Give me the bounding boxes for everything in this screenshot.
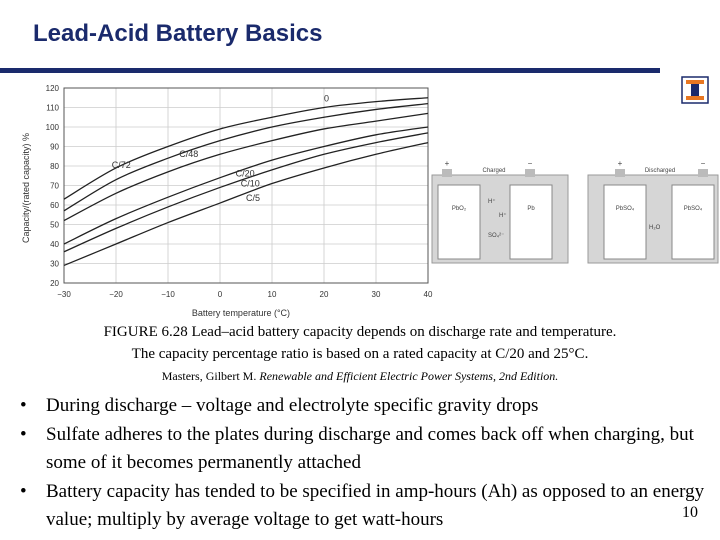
series-label: C/5 (246, 193, 261, 204)
title-divider (0, 68, 660, 73)
y-tick-label: 60 (50, 201, 59, 210)
y-tick-label: 120 (45, 84, 59, 93)
charged-ion-2: H⁺ (499, 213, 507, 219)
y-tick-label: 30 (50, 259, 59, 269)
x-tick-label: 40 (423, 290, 433, 299)
discharged-right-plate: PbSO₄ (683, 206, 703, 212)
bullet-icon: • (20, 395, 27, 416)
charged-right-plate: Pb (527, 206, 535, 212)
bullet-text: During discharge – voltage and electrolyte specific gravity drops (46, 395, 539, 416)
capacity-chart (16, 78, 436, 320)
page-number: 10 (682, 504, 698, 521)
series-label: C/10 (240, 178, 260, 189)
y-tick-label: 50 (50, 220, 59, 230)
discharged-cell (588, 159, 718, 263)
y-tick-label: 100 (45, 123, 59, 132)
charged-title: Charged (482, 168, 506, 174)
x-tick-label: −30 (57, 290, 71, 299)
charged-left-plate: PbO₂ (451, 206, 467, 212)
y-tick-label: 90 (50, 142, 59, 152)
x-tick-label: 20 (319, 290, 329, 299)
battery-charge-diagram (430, 155, 720, 265)
bullet-icon: • (20, 480, 27, 502)
discharged-ion-1: H₂O (649, 225, 661, 231)
discharged-minus: − (700, 159, 706, 168)
chart-tick-labels (46, 84, 433, 299)
citation-title: Renewable and Efficient Electric Power Systems, 2nd Edition. (259, 369, 559, 383)
bullet-text: Sulfate adheres to the plates during discharge and comes back off when charging, but some of it becomes permanently attached (46, 423, 694, 473)
bullet-item (20, 478, 710, 535)
bullet-text: Battery capacity has tended to be specified in amp-hours (Ah) as opposed to an energy value; multiply by average voltage to get watt-hours (46, 480, 705, 530)
x-tick-label: −20 (109, 290, 123, 299)
charged-minus: − (527, 159, 533, 168)
discharged-plus: + (617, 159, 623, 168)
series-label: 0 (324, 93, 330, 104)
y-tick-label: 110 (46, 103, 59, 113)
series-label: C/48 (179, 149, 199, 160)
x-tick-label: 10 (267, 290, 277, 299)
y-tick-label: 20 (50, 279, 59, 288)
y-tick-label: 80 (50, 162, 59, 171)
bullet-icon: • (20, 423, 27, 445)
slide-title: Lead-Acid Battery Basics (33, 20, 323, 47)
charged-plus: + (444, 159, 450, 168)
figure-caption-line-2: The capacity percentage ratio is based on a rated capacity at C/20 and 25°C. (131, 346, 589, 362)
chart-x-axis-label: Battery temperature (°C) (191, 308, 291, 318)
bullet-list (20, 392, 710, 535)
charged-cell (432, 159, 568, 263)
y-tick-label: 70 (50, 181, 59, 191)
bullet-item (20, 421, 710, 478)
figure-caption-line-1: FIGURE 6.28 Lead–acid battery capacity depends on discharge rate and temperature. (103, 324, 617, 340)
series-label: C/20 (235, 168, 255, 179)
discharged-left-plate: PbSO₄ (615, 206, 635, 212)
x-tick-label: −10 (161, 290, 175, 299)
figure-citation (0, 369, 720, 384)
charged-ion-1: H⁺ (488, 199, 496, 205)
x-tick-label: 30 (371, 290, 381, 299)
x-tick-label: 0 (217, 290, 223, 299)
citation-author: Masters, Gilbert M. (161, 369, 260, 383)
bullet-item (20, 392, 710, 421)
charged-ion-3: SO₄²⁻ (488, 233, 505, 239)
y-tick-label: 40 (50, 240, 59, 249)
series-label: C/72 (111, 159, 131, 170)
discharged-title: Discharged (644, 168, 676, 174)
chart-y-axis-label: Capacity/(rated capacity) % (21, 132, 31, 244)
university-logo-icon (681, 76, 709, 104)
